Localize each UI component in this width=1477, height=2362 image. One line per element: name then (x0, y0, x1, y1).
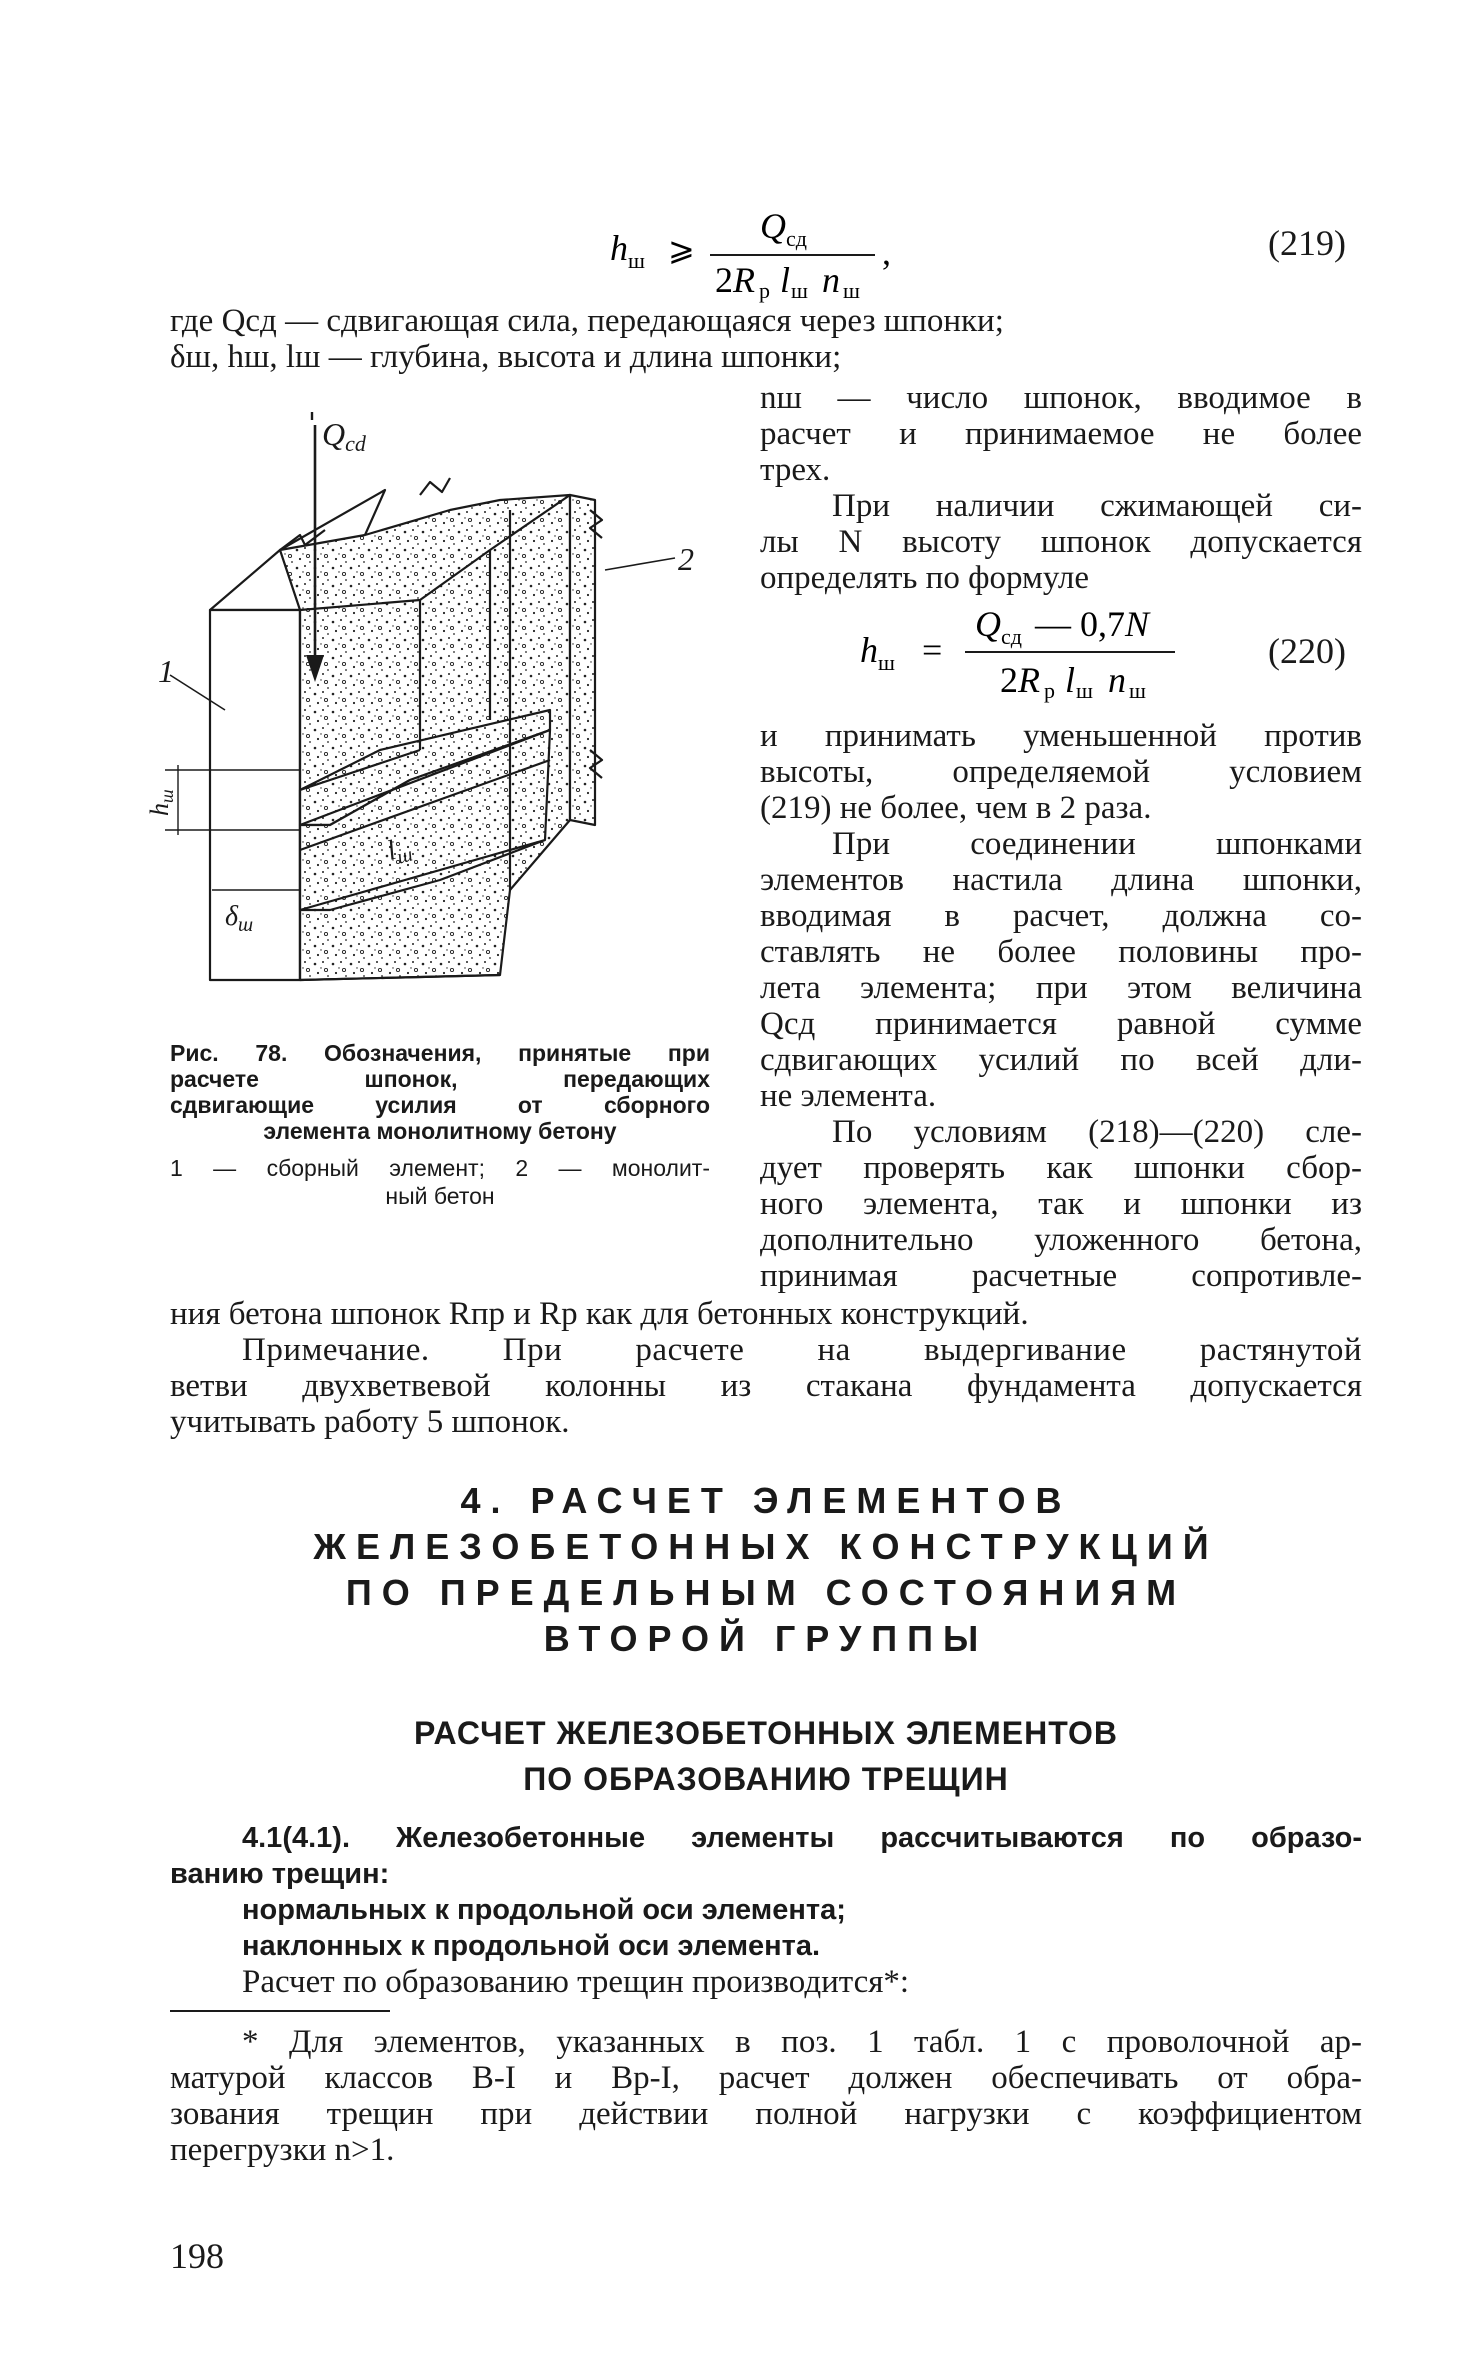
footnote-line: зования трещин при действии полной нагрузки с коэффициентом (170, 2096, 1362, 2132)
text-line: лы N высоту шпонок допускается (760, 524, 1362, 560)
text-line: трех. (760, 452, 831, 488)
subheading-line: РАСЧЕТ ЖЕЛЕЗОБЕТОННЫХ ЭЛЕМЕНТОВ (414, 1715, 1118, 1751)
text-line: определять по формуле (760, 560, 1090, 596)
svg-text:ш: ш (791, 278, 808, 303)
svg-text:2R: 2R (1000, 660, 1040, 700)
dim-delta-label: $\delta_ш$ (225, 901, 254, 936)
force-label: Qcd (322, 416, 366, 456)
footnote-divider (170, 2010, 390, 2012)
text-line: При наличии сжимающей си- (832, 488, 1362, 524)
footnote (170, 2024, 1362, 2168)
svg-text:h: h (610, 228, 628, 268)
note-block (170, 1296, 1362, 1440)
svg-text:р: р (1044, 678, 1055, 703)
svg-text:=: = (922, 630, 943, 670)
text-line: расчет и принимаемое не более (760, 416, 1362, 452)
svg-text:2R: 2R (715, 260, 755, 300)
formula-220-number: (220) (1268, 631, 1346, 671)
caption-line: элемента монолитному бетону (263, 1118, 617, 1144)
dim-h-label: hш (145, 789, 177, 816)
figure-caption (170, 1040, 710, 1210)
svg-text:р: р (759, 278, 770, 303)
page-number: 198 (170, 2236, 224, 2276)
text-line: ставлять не более половины про- (760, 934, 1362, 970)
subheading-line: ПО ОБРАЗОВАНИЮ ТРЕЩИН (523, 1761, 1009, 1797)
formula-220 (860, 600, 1200, 710)
text-line: nш — число шпонок, вводимое в (760, 380, 1362, 416)
formula-219-number: (219) (1268, 223, 1346, 263)
note-line-1: Примечание. При расчете на выдергивание растянутой (242, 1332, 1362, 1368)
text-line: высоты, определяемой условием (760, 754, 1362, 790)
section-heading (170, 1478, 1362, 1662)
section-heading-line: ЖЕЛЕЗОБЕТОННЫХ КОНСТРУКЦИЙ (313, 1526, 1219, 1567)
para-line: 4.1(4.1). Железобетонные элементы рассчитываются по образо- (242, 1822, 1362, 1854)
note-line-3: учитывать работу 5 шпонок. (170, 1404, 570, 1440)
where-line-2-text: δш, hш, lш — глубина, высота и длина шпонки; (170, 339, 842, 375)
para-line: нормальных к продольной оси элемента; (242, 1894, 846, 1926)
section-heading-line: ПО ПРЕДЕЛЬНЫМ СОСТОЯНИЯМ (345, 1572, 1187, 1613)
paragraph-4-1 (170, 1820, 1362, 2000)
figure-78 (145, 416, 740, 1020)
text-line: дополнительно уложенного бетона, (760, 1222, 1362, 1258)
text-line: и принимать уменьшенной против (760, 718, 1362, 754)
section-heading-line: ВТОРОЙ ГРУППЫ (543, 1618, 989, 1659)
text-line: По условиям (218)—(220) сле- (832, 1114, 1362, 1150)
para-line: ванию трещин: (170, 1858, 390, 1890)
section-heading-line: 4. РАСЧЕТ ЭЛЕМЕНТОВ (460, 1480, 1072, 1521)
legend-line: ный бетон (385, 1183, 495, 1209)
para-line: наклонных к продольной оси элемента. (242, 1930, 821, 1962)
svg-text:Q: Q (975, 604, 1001, 644)
dim-l-label: $l_ш$ (383, 834, 415, 869)
text-line: ного элемента, так и шпонки из (760, 1186, 1362, 1222)
right-column-block-2 (760, 718, 1362, 1294)
text-line: не элемента. (760, 1078, 937, 1114)
svg-text:ш: ш (1076, 678, 1093, 703)
svg-text:l: l (780, 260, 791, 300)
svg-text:сд: сд (786, 226, 807, 251)
svg-text:⩾: ⩾ (668, 230, 695, 268)
formula-219 (560, 200, 920, 303)
formula-220-graphic (860, 600, 1200, 710)
svg-text:ш: ш (628, 248, 645, 273)
figure-78-drawing (145, 416, 740, 1020)
footnote-line: перегрузки n>1. (170, 2132, 395, 2168)
svg-text:сд: сд (1001, 624, 1022, 649)
caption-line: расчете шпонок, передающих (170, 1066, 710, 1092)
where-line-2 (170, 339, 841, 375)
callout-2: 2 (678, 541, 694, 577)
subheading (170, 1710, 1362, 1802)
svg-text:n: n (822, 260, 840, 300)
svg-text:ш: ш (843, 278, 860, 303)
svg-text:ш: ш (1129, 678, 1146, 703)
svg-text:l: l (1065, 660, 1076, 700)
text-line: вводимая в расчет, должна со- (760, 898, 1362, 934)
full-width-line: ния бетона шпонок Rпр и Rр как для бетонных конструкций. (170, 1296, 1029, 1332)
note-line-2: ветви двухветвевой колонны из стакана фундамента допускается (170, 1368, 1362, 1404)
svg-text:n: n (1108, 660, 1126, 700)
caption-line: Рис. 78. Обозначения, принятые при (170, 1040, 710, 1066)
text-line: дует проверять как шпонки сбор- (760, 1150, 1362, 1186)
footnote-line: * Для элементов, указанных в поз. 1 табл. 1 с проволочной ар- (242, 2024, 1362, 2060)
caption-line: сдвигающие усилия от сборного (170, 1092, 710, 1118)
text-line: принимая расчетные сопротивле- (760, 1258, 1362, 1294)
where-line-1 (170, 303, 1004, 339)
svg-text:ш: ш (878, 650, 895, 675)
text-line: (219) не более, чем в 2 раза. (760, 790, 1152, 826)
svg-text:— 0,7N: — 0,7N (1035, 604, 1150, 644)
legend-line: 1 — сборный элемент; 2 — монолит- (170, 1155, 710, 1181)
svg-text:Q: Q (760, 206, 786, 246)
svg-text:h: h (860, 630, 878, 670)
callout-1: 1 (158, 653, 174, 689)
svg-text:,: , (882, 232, 891, 272)
text-line: При соединении шпонками (832, 826, 1362, 862)
where-line-1-text: где Qсд — сдвигающая сила, передающаяся через шпонки; (170, 303, 1004, 339)
text-line: Qсд принимается равной сумме (760, 1006, 1362, 1042)
right-column-block-1 (760, 380, 1362, 596)
text-line: элементов настила длина шпонки, (760, 862, 1362, 898)
text-line: лета элемента; при этом величина (760, 970, 1362, 1006)
footnote-line: матурой классов В-I и Вр-I, расчет должен обеспечивать от обра- (170, 2060, 1362, 2096)
text-line: сдвигающих усилий по всей дли- (760, 1042, 1362, 1078)
calc-line: Расчет по образованию трещин производится*: (242, 1964, 910, 2000)
formula-219-graphic (560, 200, 920, 303)
